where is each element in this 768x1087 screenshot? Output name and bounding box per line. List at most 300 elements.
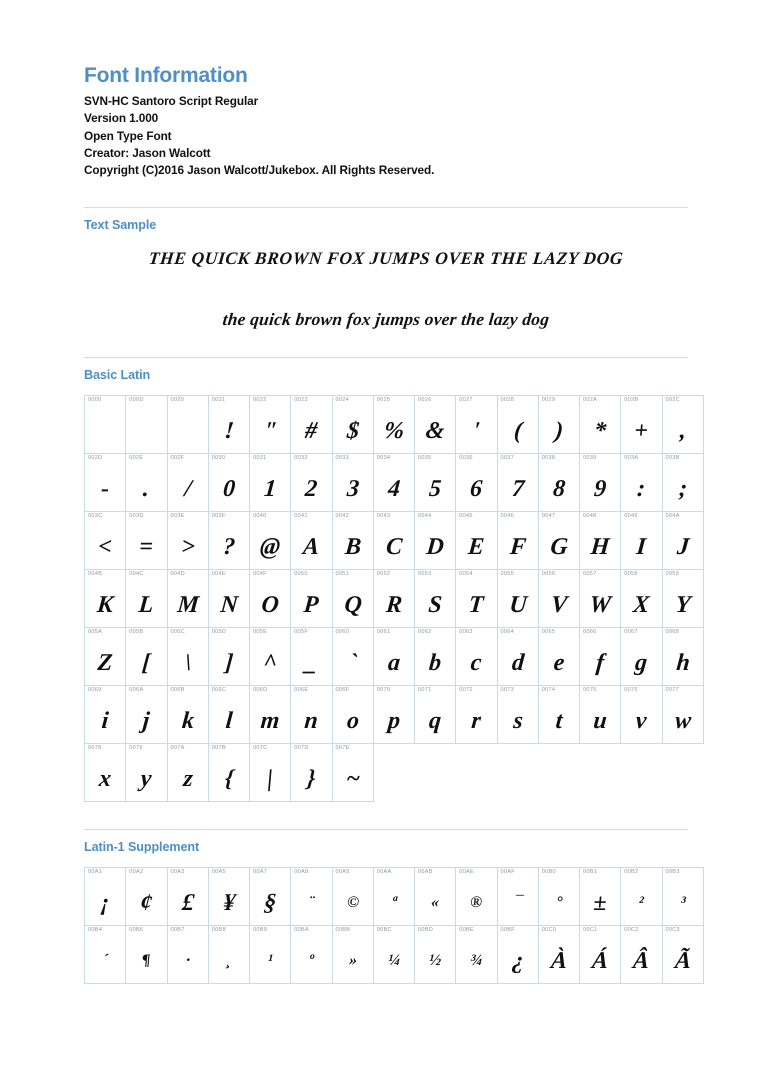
glyph-sample: M — [175, 592, 200, 619]
glyph-cell[interactable] — [456, 570, 497, 628]
glyph-code-label: 006F — [335, 687, 350, 694]
glyph-sample: * — [592, 418, 608, 445]
glyph-cell-empty — [373, 744, 414, 802]
glyph-cell[interactable] — [332, 868, 373, 926]
glyph-cell[interactable] — [167, 512, 208, 570]
glyph-cell[interactable] — [538, 628, 579, 686]
glyph-cell[interactable] — [167, 926, 208, 984]
glyph-code-label: 00B2 — [624, 869, 639, 876]
glyph-cell[interactable] — [291, 570, 332, 628]
glyph-cell[interactable] — [126, 926, 167, 984]
glyph-cell[interactable] — [621, 686, 662, 744]
glyph-cell[interactable] — [250, 628, 291, 686]
glyph-cell[interactable] — [167, 744, 208, 802]
glyph-code-label: 0042 — [335, 513, 349, 520]
glyph-cell[interactable] — [250, 512, 291, 570]
glyph-cell[interactable] — [580, 868, 621, 926]
glyph-sample: 2 — [304, 476, 319, 503]
glyph-cell[interactable] — [415, 868, 456, 926]
glyph-sample: A — [302, 534, 321, 561]
glyph-cell[interactable] — [621, 868, 662, 926]
glyph-sample: ¨ — [308, 894, 315, 912]
glyph-cell[interactable] — [85, 512, 126, 570]
glyph-sample: À — [549, 948, 569, 975]
glyph-cell-empty — [621, 744, 662, 802]
glyph-cell[interactable] — [580, 926, 621, 984]
glyph-sample: { — [223, 766, 235, 793]
glyph-cell[interactable] — [662, 396, 703, 454]
glyph-sample: a — [386, 650, 402, 677]
glyph-code-label: 0058 — [624, 571, 638, 578]
glyph-sample: ( — [512, 418, 523, 445]
glyph-cell[interactable] — [250, 868, 291, 926]
glyph-cell[interactable] — [332, 628, 373, 686]
glyph-cell[interactable] — [208, 868, 249, 926]
text-sample-lowercase: the quick brown fox jumps over the lazy dog — [221, 309, 551, 330]
glyph-code-label: 00B6 — [129, 927, 144, 934]
glyph-sample: , — [678, 418, 687, 445]
glyph-cell[interactable] — [373, 454, 414, 512]
glyph-cell[interactable] — [332, 744, 373, 802]
glyph-cell[interactable] — [373, 512, 414, 570]
glyph-sample: f — [594, 650, 606, 677]
glyph-cell[interactable] — [415, 570, 456, 628]
glyph-cell[interactable] — [250, 686, 291, 744]
glyph-code-label: 006C — [211, 687, 227, 694]
glyph-cell[interactable] — [497, 686, 538, 744]
glyph-sample: v — [634, 708, 648, 735]
glyph-code-label: 0053 — [418, 571, 432, 578]
glyph-sample: B — [343, 534, 362, 561]
glyph-cell[interactable] — [662, 628, 703, 686]
page-content — [84, 0, 692, 984]
glyph-sample: 0 — [221, 476, 237, 503]
glyph-code-label: 00BA — [294, 927, 309, 934]
glyph-cell[interactable] — [85, 686, 126, 744]
glyph-sample: y — [139, 766, 153, 793]
glyph-cell[interactable] — [580, 512, 621, 570]
glyph-cell[interactable] — [415, 686, 456, 744]
glyph-sample: T — [467, 592, 485, 619]
glyph-cell[interactable] — [291, 454, 332, 512]
glyph-code-label: 00AB — [418, 869, 433, 876]
glyph-cell[interactable] — [662, 926, 703, 984]
glyph-sample — [125, 411, 169, 451]
glyph-cell[interactable] — [208, 570, 249, 628]
glyph-cell[interactable] — [85, 570, 126, 628]
glyph-cell[interactable] — [621, 454, 662, 512]
glyph-cell[interactable] — [291, 396, 332, 454]
metadata-font-type: Open Type Font — [84, 128, 172, 143]
glyph-cell[interactable] — [373, 396, 414, 454]
glyph-code-label: 0052 — [376, 571, 391, 578]
glyph-sample: © — [345, 894, 360, 912]
glyph-cell[interactable] — [126, 686, 167, 744]
glyph-sample: : — [636, 476, 647, 503]
section-title-latin1-supplement: Latin-1 Supplement — [84, 840, 200, 855]
glyph-code-label: 00C1 — [583, 927, 598, 934]
glyph-cell-empty — [580, 744, 621, 802]
glyph-cell[interactable] — [250, 454, 291, 512]
glyph-cell[interactable] — [497, 628, 538, 686]
glyph-cell-empty — [456, 744, 497, 802]
glyph-sample: R — [384, 592, 404, 619]
glyph-cell[interactable] — [538, 396, 579, 454]
glyph-cell[interactable] — [373, 686, 414, 744]
glyph-cell[interactable] — [85, 926, 126, 984]
glyph-sample: L — [137, 592, 155, 619]
glyph-cell[interactable] — [621, 396, 662, 454]
glyph-code-label: 0045 — [459, 513, 473, 520]
glyph-sample: ± — [592, 890, 608, 917]
glyph-sample: | — [266, 766, 274, 793]
glyph-cell[interactable] — [415, 926, 456, 984]
glyph-cell[interactable] — [497, 396, 538, 454]
glyph-code-label: 004C — [129, 571, 144, 578]
glyph-cell-empty — [662, 744, 703, 802]
glyph-cell[interactable] — [497, 868, 538, 926]
glyph-code-label: 007E — [335, 745, 350, 752]
glyph-code-label: 002A — [583, 397, 598, 404]
glyph-cell[interactable] — [332, 396, 373, 454]
glyph-cell[interactable] — [538, 926, 579, 984]
glyph-sample: ¹ — [267, 952, 274, 970]
glyph-table-basic-latin — [84, 395, 704, 802]
glyph-table-row — [85, 926, 704, 984]
glyph-code-label: 00B4 — [88, 927, 103, 934]
glyph-cell[interactable] — [85, 454, 126, 512]
glyph-cell[interactable] — [126, 744, 167, 802]
glyph-cell[interactable] — [456, 868, 497, 926]
glyph-cell[interactable] — [415, 512, 456, 570]
glyph-cell[interactable] — [250, 570, 291, 628]
glyph-cell[interactable] — [167, 628, 208, 686]
glyph-code-label: 0073 — [500, 687, 514, 694]
glyph-code-label: 00B3 — [665, 869, 680, 876]
glyph-code-label: 0022 — [253, 397, 267, 404]
glyph-cell[interactable] — [208, 686, 249, 744]
glyph-cell[interactable] — [456, 628, 497, 686]
glyph-code-label: 00BE — [459, 927, 474, 934]
glyph-cell[interactable] — [167, 454, 208, 512]
glyph-code-label: 0070 — [376, 687, 391, 694]
glyph-code-label: 00B1 — [583, 869, 598, 876]
glyph-sample: ° — [554, 894, 563, 912]
glyph-code-label: 005B — [129, 629, 144, 636]
glyph-cell[interactable] — [208, 454, 249, 512]
glyph-cell[interactable] — [497, 454, 538, 512]
glyph-code-label: 005D — [211, 629, 227, 636]
glyph-cell[interactable] — [291, 512, 332, 570]
glyph-cell[interactable] — [332, 512, 373, 570]
glyph-code-label: 0027 — [459, 397, 473, 404]
section-basic-latin — [84, 330, 692, 802]
glyph-code-label: 00AE — [459, 869, 474, 876]
glyph-cell-empty — [538, 744, 579, 802]
glyph-sample: l — [224, 708, 234, 735]
glyph-code-label: 0077 — [665, 687, 679, 694]
glyph-sample: n — [303, 708, 320, 735]
glyph-cell[interactable] — [456, 926, 497, 984]
glyph-sample: ¥ — [221, 890, 237, 917]
glyph-code-label: 0043 — [376, 513, 391, 520]
glyph-code-label: 0059 — [665, 571, 679, 578]
text-sample-uppercase: THE QUICK BROWN FOX JUMPS OVER THE LAZY DOG — [147, 248, 625, 269]
glyph-cell[interactable] — [291, 868, 332, 926]
glyph-sample: ½ — [428, 952, 442, 970]
glyph-code-label: 00A7 — [253, 869, 268, 876]
glyph-code-label: 00BB — [335, 927, 351, 934]
glyph-cell[interactable] — [662, 570, 703, 628]
glyph-cell[interactable] — [208, 512, 249, 570]
glyph-cell[interactable] — [167, 686, 208, 744]
metadata-copyright: Copyright (C)2016 Jason Walcott/Jukebox. All Rights Reserved. — [84, 163, 435, 177]
glyph-code-label: 003A — [624, 455, 639, 462]
glyph-cell[interactable] — [580, 628, 621, 686]
glyph-cell[interactable] — [373, 570, 414, 628]
glyph-sample: < — [97, 534, 114, 561]
glyph-sample: 5 — [427, 476, 443, 503]
glyph-cell[interactable] — [208, 744, 249, 802]
glyph-code-label: 00A8 — [294, 869, 309, 876]
glyph-code-label: 0035 — [418, 455, 432, 462]
glyph-cell[interactable] — [85, 744, 126, 802]
glyph-code-label: 00BF — [500, 927, 515, 934]
glyph-cell[interactable] — [250, 396, 291, 454]
glyph-code-label: 00AA — [376, 869, 392, 876]
glyph-cell[interactable] — [208, 628, 249, 686]
glyph-sample: Z — [96, 650, 114, 677]
glyph-code-label: 0057 — [583, 571, 597, 578]
glyph-cell[interactable] — [332, 686, 373, 744]
glyph-cell[interactable] — [580, 454, 621, 512]
glyph-sample: b — [427, 650, 443, 677]
glyph-cell[interactable] — [167, 570, 208, 628]
glyph-code-label: 0049 — [624, 513, 638, 520]
glyph-cell[interactable] — [126, 396, 167, 454]
glyph-sample: W — [588, 592, 612, 619]
glyph-cell[interactable] — [85, 868, 126, 926]
glyph-sample: . — [142, 476, 151, 503]
glyph-sample: i — [100, 708, 110, 735]
glyph-sample: g — [634, 650, 649, 677]
glyph-cell[interactable] — [332, 926, 373, 984]
glyph-code-label: 0076 — [624, 687, 638, 694]
glyph-sample: ® — [469, 894, 484, 912]
glyph-code-label: 004B — [88, 571, 103, 578]
glyph-code-label: 00B9 — [253, 927, 268, 934]
glyph-cell[interactable] — [538, 686, 579, 744]
glyph-code-label: 0078 — [88, 745, 102, 752]
glyph-cell[interactable] — [250, 926, 291, 984]
glyph-cell[interactable] — [580, 396, 621, 454]
glyph-sample: + — [633, 418, 650, 445]
glyph-cell[interactable] — [250, 744, 291, 802]
glyph-cell[interactable] — [662, 868, 703, 926]
glyph-code-label: 0039 — [583, 455, 597, 462]
glyph-cell[interactable] — [167, 396, 208, 454]
glyph-cell[interactable] — [621, 570, 662, 628]
glyph-sample: 9 — [592, 476, 608, 503]
glyph-code-label: 0037 — [500, 455, 514, 462]
glyph-table-row — [85, 396, 704, 454]
glyph-sample: ¢ — [139, 890, 154, 917]
glyph-cell[interactable] — [580, 686, 621, 744]
glyph-code-label: 0028 — [500, 397, 514, 404]
glyph-cell[interactable] — [291, 686, 332, 744]
glyph-cell[interactable] — [621, 512, 662, 570]
section-title-basic-latin: Basic Latin — [84, 368, 151, 383]
glyph-cell[interactable] — [85, 628, 126, 686]
glyph-code-label: 00BD — [418, 927, 433, 934]
section-title-text-sample: Text Sample — [84, 218, 157, 233]
glyph-code-label: 0031 — [253, 455, 267, 462]
glyph-code-label: 0064 — [500, 629, 514, 636]
glyph-cell[interactable] — [456, 512, 497, 570]
glyph-sample: K — [95, 592, 115, 619]
glyph-sample — [166, 411, 210, 451]
glyph-code-label: 005A — [88, 629, 103, 636]
glyph-code-label: 003B — [665, 455, 680, 462]
glyph-cell[interactable] — [621, 926, 662, 984]
glyph-cell[interactable] — [85, 396, 126, 454]
metadata-creator: Creator: Jason Walcott — [84, 145, 211, 160]
glyph-cell[interactable] — [373, 868, 414, 926]
glyph-cell[interactable] — [497, 512, 538, 570]
glyph-code-label: 007D — [294, 745, 309, 752]
font-metadata-list — [84, 93, 688, 179]
glyph-code-label: 006E — [294, 687, 309, 694]
glyph-cell-empty — [415, 744, 456, 802]
glyph-cell[interactable] — [167, 868, 208, 926]
glyph-code-label: 0050 — [294, 571, 308, 578]
glyph-sample: q — [427, 708, 443, 735]
glyph-code-label: 00C0 — [541, 927, 557, 934]
glyph-cell[interactable] — [538, 512, 579, 570]
glyph-cell[interactable] — [538, 570, 579, 628]
glyph-sample: ' — [471, 418, 481, 445]
glyph-code-label: 0048 — [583, 513, 597, 520]
glyph-sample: ¼ — [387, 952, 401, 970]
glyph-sample: [ — [141, 650, 152, 677]
glyph-cell[interactable] — [497, 926, 538, 984]
glyph-code-label: 004A — [665, 513, 680, 520]
glyph-sample: Á — [590, 948, 610, 975]
glyph-code-label: 0036 — [459, 455, 473, 462]
glyph-sample: c — [469, 650, 483, 677]
glyph-cell[interactable] — [662, 512, 703, 570]
glyph-cell[interactable] — [208, 926, 249, 984]
glyph-sample: ! — [223, 418, 235, 445]
glyph-code-label: 007A — [170, 745, 185, 752]
glyph-sample: ¸ — [225, 952, 233, 970]
glyph-sample: u — [592, 708, 608, 735]
glyph-code-label: 0026 — [418, 397, 432, 404]
glyph-sample: o — [345, 708, 360, 735]
glyph-table-row — [85, 744, 704, 802]
glyph-cell[interactable] — [291, 744, 332, 802]
glyph-cell[interactable] — [126, 454, 167, 512]
glyph-code-label: 003F — [211, 513, 226, 520]
glyph-sample: m — [259, 708, 281, 735]
glyph-sample: } — [306, 766, 317, 793]
glyph-code-label: 002B — [624, 397, 639, 404]
glyph-sample: _ — [304, 650, 319, 677]
glyph-code-label: 00B7 — [170, 927, 185, 934]
glyph-cell[interactable] — [415, 628, 456, 686]
glyph-cell[interactable] — [415, 454, 456, 512]
glyph-cell[interactable] — [662, 686, 703, 744]
glyph-cell[interactable] — [662, 454, 703, 512]
glyph-sample: · — [184, 952, 191, 970]
glyph-sample — [83, 411, 127, 451]
glyph-sample: V — [549, 592, 569, 619]
glyph-cell[interactable] — [373, 926, 414, 984]
glyph-sample: s — [511, 708, 524, 735]
glyph-sample: r — [470, 708, 483, 735]
glyph-code-label: 00BC — [376, 927, 392, 934]
glyph-cell[interactable] — [415, 396, 456, 454]
glyph-code-label: 0079 — [129, 745, 143, 752]
section-text-sample — [84, 179, 688, 330]
page-title: Font Information — [84, 64, 248, 87]
glyph-sample: 4 — [386, 476, 402, 503]
glyph-sample: º — [308, 952, 315, 970]
glyph-code-label: 0056 — [541, 571, 556, 578]
glyph-code-label: 0030 — [211, 455, 226, 462]
glyph-cell[interactable] — [456, 454, 497, 512]
glyph-cell[interactable] — [538, 868, 579, 926]
glyph-cell[interactable] — [208, 396, 249, 454]
glyph-sample: 7 — [510, 476, 525, 503]
glyph-code-label: 00A3 — [170, 869, 185, 876]
glyph-sample: % — [382, 418, 406, 445]
glyph-sample: S — [427, 592, 443, 619]
glyph-cell[interactable] — [456, 396, 497, 454]
glyph-sample: ¯ — [512, 894, 523, 912]
glyph-cell[interactable] — [291, 926, 332, 984]
glyph-code-label: 0068 — [665, 629, 679, 636]
glyph-sample: ¿ — [510, 948, 525, 975]
glyph-cell[interactable] — [580, 570, 621, 628]
glyph-code-label: 0046 — [500, 513, 514, 520]
glyph-code-label: 0044 — [418, 513, 432, 520]
glyph-sample: Â — [632, 948, 651, 975]
glyph-sample: - — [99, 476, 111, 503]
glyph-code-label: 006D — [253, 687, 268, 694]
glyph-cell[interactable] — [621, 628, 662, 686]
glyph-cell[interactable] — [126, 512, 167, 570]
glyph-cell[interactable] — [126, 570, 167, 628]
glyph-table-row — [85, 454, 704, 512]
glyph-sample: £ — [180, 890, 195, 917]
glyph-sample: ) — [553, 418, 565, 445]
glyph-code-label: 0069 — [88, 687, 102, 694]
glyph-cell[interactable] — [373, 628, 414, 686]
glyph-cell[interactable] — [332, 570, 373, 628]
glyph-sample: H — [589, 534, 611, 561]
glyph-sample: ] — [223, 650, 235, 677]
glyph-table-row — [85, 628, 704, 686]
glyph-sample: 3 — [345, 476, 360, 503]
glyph-cell[interactable] — [332, 454, 373, 512]
glyph-cell[interactable] — [497, 570, 538, 628]
glyph-cell[interactable] — [538, 454, 579, 512]
glyph-cell[interactable] — [126, 868, 167, 926]
glyph-cell[interactable] — [126, 628, 167, 686]
glyph-cell[interactable] — [456, 686, 497, 744]
glyph-cell[interactable] — [291, 628, 332, 686]
